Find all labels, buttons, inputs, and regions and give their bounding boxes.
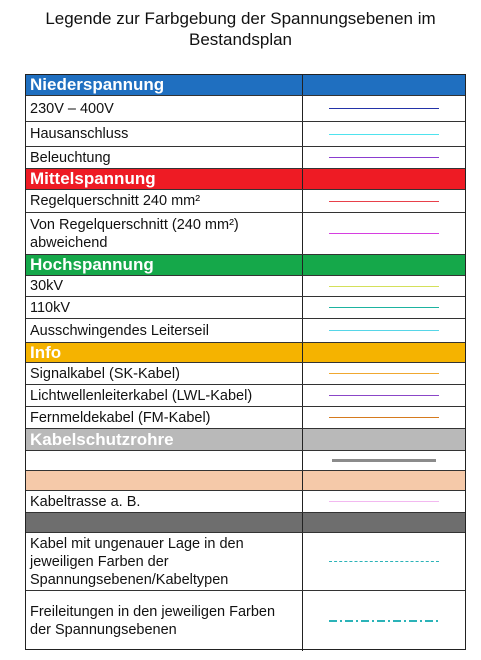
legend-section-header xyxy=(26,169,465,190)
legend-symbol-cell xyxy=(303,96,465,121)
legend-symbol-cell xyxy=(303,363,465,384)
legend-line-symbol xyxy=(329,108,439,109)
legend-symbol-cell xyxy=(303,122,465,146)
legend-line-symbol xyxy=(329,330,439,331)
legend-row xyxy=(26,297,465,319)
legend-line-symbol xyxy=(329,134,439,135)
legend-label xyxy=(26,471,303,490)
legend-color-band xyxy=(26,513,465,533)
legend-symbol-cell xyxy=(303,190,465,212)
legend-symbol-cell xyxy=(303,385,465,406)
legend-row xyxy=(26,147,465,169)
legend-symbol-cell xyxy=(303,429,465,450)
legend-symbol-cell xyxy=(303,169,465,189)
legend-line-symbol xyxy=(329,395,439,396)
legend-row xyxy=(26,96,465,122)
legend-color-band xyxy=(26,471,465,491)
legend-label: Beleuchtung xyxy=(26,147,303,168)
section-label: Mittelspannung xyxy=(26,169,303,189)
legend-label: 110kV xyxy=(26,297,303,318)
legend-row xyxy=(26,319,465,343)
legend-symbol-cell xyxy=(303,255,465,275)
legend-section-header xyxy=(26,429,465,451)
legend-row xyxy=(26,533,465,591)
legend-label: Signalkabel (SK-Kabel) xyxy=(26,363,303,384)
legend-label: 230V – 400V xyxy=(26,96,303,121)
legend-symbol-cell xyxy=(303,297,465,318)
legend-section-header xyxy=(26,343,465,363)
legend-title: Legende zur Farbgebung der Spannungsebenen im Bestandsplan xyxy=(45,9,436,49)
legend-row xyxy=(26,591,465,651)
legend-line-symbol xyxy=(329,286,439,287)
legend-line-symbol xyxy=(332,459,436,462)
legend-line-symbol xyxy=(329,561,439,562)
legend-line-symbol xyxy=(329,501,439,502)
legend-row xyxy=(26,451,465,471)
legend-table xyxy=(25,74,466,650)
legend-line-symbol xyxy=(329,417,439,418)
legend-label: Kabel mit ungenauer Lage in den jeweiligen Farben der Spannungsebenen/Kabeltypen xyxy=(26,533,303,590)
legend-row xyxy=(26,491,465,513)
legend-symbol-cell xyxy=(303,407,465,428)
section-label: Niederspannung xyxy=(26,75,303,95)
section-label: Info xyxy=(26,343,303,362)
legend-section-header xyxy=(26,255,465,276)
legend-symbol-cell xyxy=(303,471,465,490)
legend-row xyxy=(26,190,465,213)
section-label: Kabelschutzrohre xyxy=(26,429,303,450)
legend-row xyxy=(26,385,465,407)
legend-symbol-cell xyxy=(303,343,465,362)
legend-line-symbol xyxy=(329,620,439,622)
legend-label: Regelquerschnitt 240 mm² xyxy=(26,190,303,212)
legend-label: Hausanschluss xyxy=(26,122,303,146)
legend-label: Lichtwellenleiterkabel (LWL-Kabel) xyxy=(26,385,303,406)
legend-symbol-cell xyxy=(303,451,465,470)
legend-section-header xyxy=(26,75,465,96)
legend-line-symbol xyxy=(329,201,439,202)
legend-symbol-cell xyxy=(303,75,465,95)
legend-symbol-cell xyxy=(303,147,465,168)
legend-label: Freileitungen in den jeweiligen Farben der Spannungsebenen xyxy=(26,591,303,651)
legend-symbol-cell xyxy=(303,533,465,590)
legend-symbol-cell xyxy=(303,591,465,651)
legend-symbol-cell xyxy=(303,513,465,532)
legend-row xyxy=(26,363,465,385)
legend-row xyxy=(26,122,465,147)
legend-label xyxy=(26,451,303,470)
legend-label: Kabeltrasse a. B. xyxy=(26,491,303,512)
legend-symbol-cell xyxy=(303,276,465,296)
section-label: Hochspannung xyxy=(26,255,303,275)
legend-line-symbol xyxy=(329,233,439,234)
legend-label: Ausschwingendes Leiterseil xyxy=(26,319,303,342)
legend-line-symbol xyxy=(329,157,439,158)
legend-row xyxy=(26,276,465,297)
legend-line-symbol xyxy=(329,373,439,374)
legend-row xyxy=(26,407,465,429)
legend-label: Fernmeldekabel (FM-Kabel) xyxy=(26,407,303,428)
legend-symbol-cell xyxy=(303,319,465,342)
legend-label: Von Regelquerschnitt (240 mm²) abweichend xyxy=(26,213,303,254)
legend-label xyxy=(26,513,303,532)
legend-symbol-cell xyxy=(303,491,465,512)
legend-symbol-cell xyxy=(303,213,465,254)
legend-line-symbol xyxy=(329,307,439,308)
legend-label: 30kV xyxy=(26,276,303,296)
legend-row xyxy=(26,213,465,255)
